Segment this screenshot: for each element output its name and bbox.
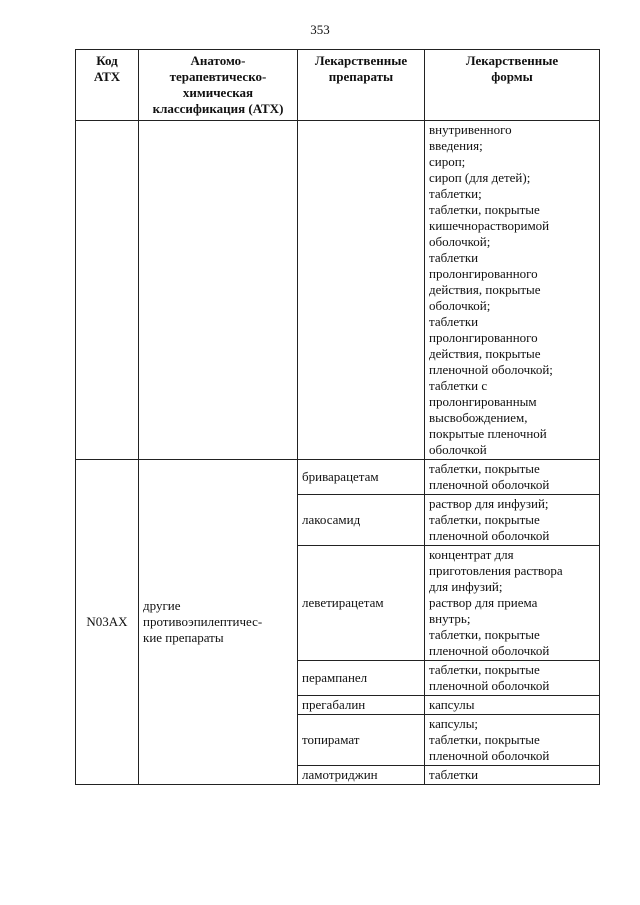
page-number: 353 bbox=[310, 22, 330, 37]
atx-drug-table bbox=[75, 49, 600, 785]
form-line: высвобождением, bbox=[429, 410, 528, 425]
header-classification-line: классификация (АТХ) bbox=[152, 101, 284, 116]
code-cell-empty bbox=[76, 121, 139, 460]
form-line: пленочной оболочкой bbox=[429, 748, 550, 763]
header-classification-line: терапевтическо- bbox=[169, 69, 267, 84]
form-line: кишечнорастворимой bbox=[429, 218, 550, 233]
form-line: таблетки с bbox=[429, 378, 488, 393]
drug-name-cell bbox=[298, 766, 425, 785]
form-line: введения; bbox=[429, 138, 483, 153]
form-line: действия, покрытые bbox=[429, 346, 541, 361]
form-line: таблетки, покрытые bbox=[429, 202, 540, 217]
drug-name: топирамат bbox=[302, 732, 360, 747]
header-drugs bbox=[298, 50, 425, 121]
form-line: приготовления раствора bbox=[429, 563, 563, 578]
forms-cell bbox=[425, 495, 600, 546]
drug-name: ламотриджин bbox=[302, 767, 378, 782]
form-line: капсулы; bbox=[429, 716, 479, 731]
form-line: пролонгированного bbox=[429, 266, 538, 281]
form-line: таблетки bbox=[429, 250, 479, 265]
drug-name-cell bbox=[298, 661, 425, 696]
form-line: сироп (для детей); bbox=[429, 170, 531, 185]
drug-name: перампанел bbox=[302, 670, 368, 685]
header-code-line: АТХ bbox=[93, 69, 121, 84]
header-code-line: Код bbox=[96, 53, 118, 68]
form-line: раствор для инфузий; bbox=[429, 496, 549, 511]
form-line: пленочной оболочкой; bbox=[429, 362, 553, 377]
form-line: пленочной оболочкой bbox=[429, 477, 550, 492]
table-row-continued bbox=[76, 121, 600, 460]
form-line: таблетки; bbox=[429, 186, 482, 201]
drug-name: лакосамид bbox=[302, 512, 361, 527]
form-line: таблетки, покрытые bbox=[429, 627, 540, 642]
drug-cell-empty bbox=[298, 121, 425, 460]
drug-name-cell bbox=[298, 546, 425, 661]
form-line: таблетки bbox=[429, 314, 479, 329]
drug-name: прегабалин bbox=[302, 697, 366, 712]
form-line: для инфузий; bbox=[429, 579, 503, 594]
classification-cell bbox=[139, 460, 298, 785]
drug-name-cell bbox=[298, 495, 425, 546]
form-line: покрытые пленочной bbox=[429, 426, 547, 441]
form-line: таблетки, покрытые bbox=[429, 461, 540, 476]
form-line: таблетки, покрытые bbox=[429, 512, 540, 527]
forms-cell bbox=[425, 715, 600, 766]
drug-name-cell bbox=[298, 715, 425, 766]
atx-code: N03AX bbox=[86, 614, 128, 629]
header-forms-line: формы bbox=[491, 69, 533, 84]
form-line: пленочной оболочкой bbox=[429, 528, 550, 543]
classification-line: другие bbox=[143, 598, 181, 613]
header-classification-line: Анатомо- bbox=[190, 53, 246, 68]
drug-name: бриварацетам bbox=[302, 469, 379, 484]
form-line: внутривенного bbox=[429, 122, 512, 137]
classification-line: противоэпилептичес- bbox=[143, 614, 263, 629]
header-drugs-line: Лекарственные bbox=[314, 53, 408, 68]
form-line: пролонгированного bbox=[429, 330, 538, 345]
form-line: действия, покрытые bbox=[429, 282, 541, 297]
drug-name: леветирацетам bbox=[302, 595, 384, 610]
form-line: внутрь; bbox=[429, 611, 471, 626]
form-line: сироп; bbox=[429, 154, 466, 169]
form-line: пролонгированным bbox=[429, 394, 537, 409]
forms-cell bbox=[425, 121, 600, 460]
header-forms bbox=[425, 50, 600, 121]
forms-cell bbox=[425, 546, 600, 661]
form-line: капсулы bbox=[429, 697, 475, 712]
table-header-row bbox=[76, 50, 600, 121]
header-code bbox=[76, 50, 139, 121]
forms-cell bbox=[425, 661, 600, 696]
form-line: таблетки bbox=[429, 767, 479, 782]
form-line: пленочной оболочкой bbox=[429, 643, 550, 658]
form-line: таблетки, покрытые bbox=[429, 732, 540, 747]
classification-cell-empty bbox=[139, 121, 298, 460]
form-line: таблетки, покрытые bbox=[429, 662, 540, 677]
drug-name-cell bbox=[298, 696, 425, 715]
form-line: оболочкой; bbox=[429, 298, 491, 313]
classification-line: кие препараты bbox=[143, 630, 224, 645]
form-line: оболочкой bbox=[429, 442, 487, 457]
forms-cell bbox=[425, 696, 600, 715]
form-line: оболочкой; bbox=[429, 234, 491, 249]
form-line: пленочной оболочкой bbox=[429, 678, 550, 693]
forms-cell bbox=[425, 460, 600, 495]
header-classification bbox=[139, 50, 298, 121]
atx-code-cell bbox=[76, 460, 139, 785]
header-drugs-line: препараты bbox=[328, 69, 394, 84]
form-line: концентрат для bbox=[429, 547, 514, 562]
drug-name-cell bbox=[298, 460, 425, 495]
header-classification-line: химическая bbox=[182, 85, 254, 100]
table-row bbox=[76, 460, 600, 495]
header-forms-line: Лекарственные bbox=[465, 53, 559, 68]
form-line: раствор для приема bbox=[429, 595, 538, 610]
forms-cell bbox=[425, 766, 600, 785]
